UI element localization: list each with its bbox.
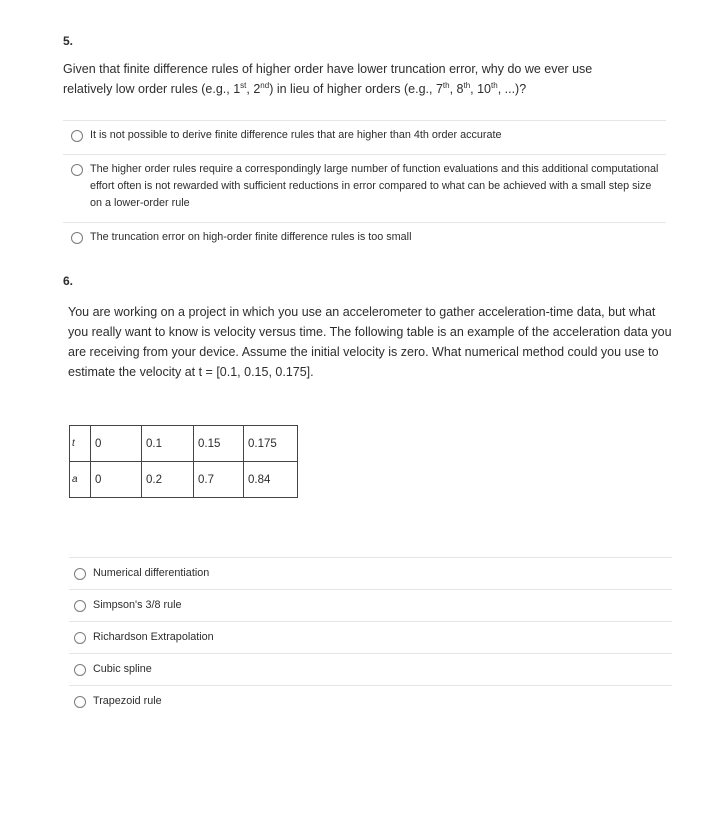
question-text — [63, 59, 673, 99]
question-text-line1: Given that finite difference rules of higher order have lower truncation error, why do we ever use — [63, 62, 593, 76]
superscript: th — [463, 80, 471, 90]
radio-button[interactable] — [74, 632, 86, 644]
table-cell: 0.84 — [244, 462, 298, 498]
answer-option-label: Cubic spline — [93, 663, 152, 675]
radio-button[interactable] — [74, 600, 86, 612]
superscript: st — [240, 80, 247, 90]
superscript: nd — [260, 80, 270, 90]
table-cell: 0.15 — [194, 426, 244, 462]
table-cell: 0.7 — [194, 462, 244, 498]
table-cell: 0.2 — [142, 462, 194, 498]
question-text-part: , 10 — [470, 82, 492, 96]
radio-button[interactable] — [71, 164, 83, 176]
radio-button[interactable] — [71, 232, 83, 244]
question-number: 5. — [63, 34, 74, 48]
answer-options — [69, 557, 672, 717]
answer-option-label: Richardson Extrapolation — [93, 631, 214, 643]
answer-option-label: The higher order rules require a correspondingly large number of function evaluations and this additional computational effort often is not rewarded with sufficient reductions in error compared to what can be achieved with a small step size on a lower-order rule — [90, 163, 659, 209]
answer-options — [63, 120, 666, 254]
question-text: You are working on a project in which you use an accelerometer to gather acceleration-time data, but what you really want to know is velocity versus time. The following table is an example of the acceleration data you are receiving from your device. Assume the initial velocity is zero. What numerical method could you use to estimate the velocity at t = [0.1, 0.15, 0.175]. — [68, 305, 672, 379]
answer-option-label: Trapezoid rule — [93, 695, 162, 707]
answer-option[interactable] — [63, 120, 666, 154]
radio-button[interactable] — [74, 568, 86, 580]
radio-button[interactable] — [74, 664, 86, 676]
question-text-part: relatively low order rules (e.g., 1 — [63, 82, 241, 96]
question-text-part: ) in lieu of higher orders (e.g., 7 — [269, 82, 443, 96]
answer-option[interactable] — [69, 557, 672, 589]
table-cell: 0 — [91, 426, 142, 462]
answer-option-label: The truncation error on high-order finite difference rules is too small — [90, 231, 412, 243]
answer-option[interactable] — [63, 154, 666, 222]
answer-option-label: Numerical differentiation — [93, 567, 210, 579]
question-6 — [63, 274, 673, 707]
table-cell: 0 — [91, 462, 142, 498]
question-5 — [63, 34, 673, 243]
answer-option[interactable] — [69, 589, 672, 621]
table-cell: a — [70, 462, 91, 498]
superscript: th — [491, 80, 498, 90]
question-text-part: , ...)? — [497, 82, 527, 96]
answer-option[interactable] — [69, 685, 672, 717]
table-cell: 0.1 — [142, 426, 194, 462]
question-text-part: , 2 — [246, 82, 261, 96]
answer-option-label: Simpson's 3/8 rule — [93, 599, 182, 611]
table-row — [70, 462, 298, 498]
question-text-part: , 8 — [449, 82, 464, 96]
table-row — [70, 426, 298, 462]
table-cell: t — [70, 426, 91, 462]
superscript: th — [442, 80, 450, 90]
answer-option[interactable] — [63, 222, 666, 254]
radio-button[interactable] — [71, 130, 83, 142]
question-number: 6. — [63, 274, 74, 288]
table-cell: 0.175 — [244, 426, 298, 462]
answer-option[interactable] — [69, 621, 672, 653]
answer-option-label: It is not possible to derive finite difference rules that are higher than 4th order accurate — [90, 129, 502, 141]
answer-option[interactable] — [69, 653, 672, 685]
radio-button[interactable] — [74, 696, 86, 708]
acceleration-data-table — [69, 425, 298, 498]
